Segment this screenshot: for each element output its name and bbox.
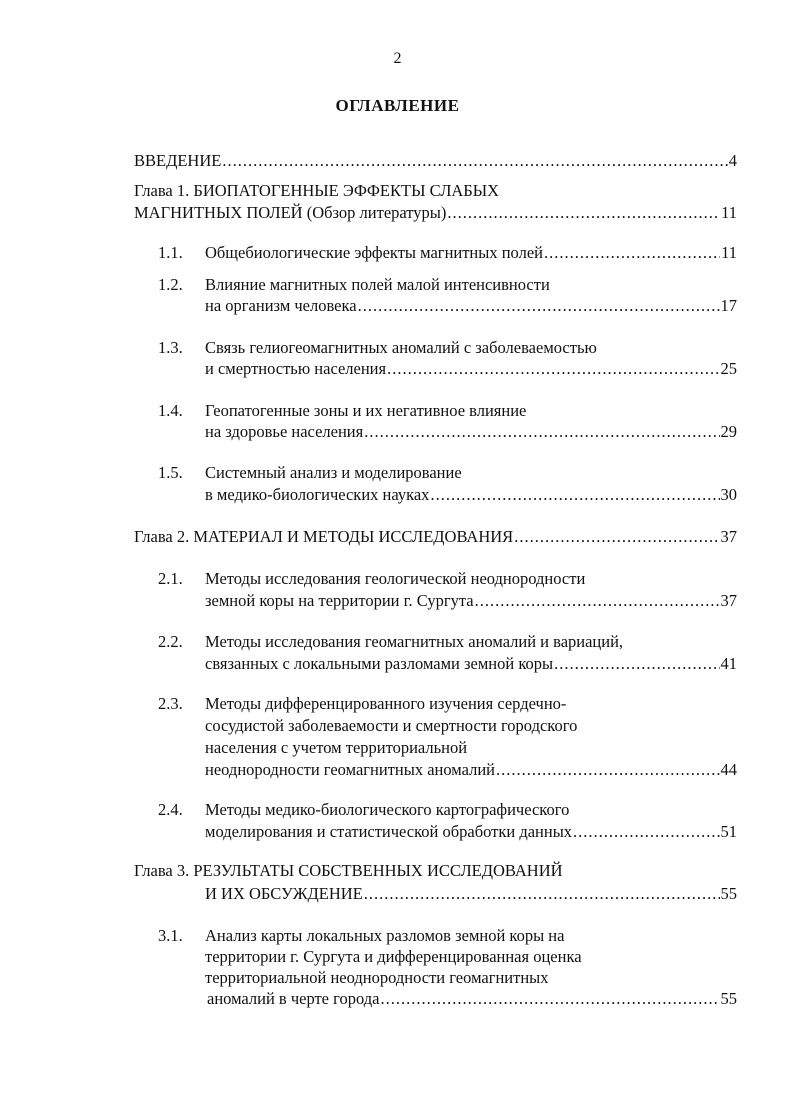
leader-dots [573,822,719,842]
toc-page: 51 [720,822,737,841]
toc-entry-2-3-line2: сосудистой заболеваемости и смертности городского [205,716,578,735]
toc-section-number: 1.4. [158,401,183,420]
toc-page: 44 [720,760,737,779]
toc-entry-text: земной коры на территории г. Сургута [205,591,474,610]
toc-entry-3-1[interactable] [207,989,737,1009]
leader-dots [222,151,727,171]
toc-page: 55 [720,884,737,903]
toc-entry-text: в медико-биологических науках [205,485,430,504]
toc-entry-1-3[interactable] [205,359,737,379]
toc-entry-1-5-line1: Системный анализ и моделирование [205,463,462,482]
toc-section-number: 3.1. [158,926,183,945]
leader-dots [514,527,719,547]
toc-entry-text: МАГНИТНЫХ ПОЛЕЙ (Обзор литературы) [134,203,447,222]
leader-dots [364,884,720,904]
toc-section-number: 2.1. [158,569,183,588]
toc-entry-2-2[interactable] [205,654,737,674]
toc-page: 41 [720,654,737,673]
toc-entry-2-3-line1: Методы дифференцированного изучения сердечно- [205,694,567,713]
leader-dots [447,203,720,223]
toc-entry-1-2-line1: Влияние магнитных полей малой интенсивности [205,275,550,294]
toc-page: 11 [721,203,737,222]
toc-entry-3-1-line1: Анализ карты локальных разломов земной коры на [205,926,565,945]
toc-page: 37 [720,527,737,546]
leader-dots [387,359,719,379]
toc-section-number: 1.1. [158,243,183,262]
toc-entry-text: на организм человека [205,296,357,315]
toc-entry-2-3-line3: населения с учетом территориальной [205,738,468,757]
page-number: 2 [393,50,402,67]
leader-dots [475,591,720,611]
toc-section-number: 2.3. [158,694,183,713]
toc-entry-text: Глава 2. МАТЕРИАЛ И МЕТОДЫ ИССЛЕДОВАНИЯ [134,527,514,546]
toc-section-number: 2.4. [158,800,183,819]
toc-chapter-3-line1: Глава 3. РЕЗУЛЬТАТЫ СОБСТВЕННЫХ ИССЛЕДОВАНИЙ [134,861,563,880]
toc-entry-chapter-1[interactable] [134,203,737,223]
toc-entry-2-4-line1: Методы медико-биологического картографического [205,800,570,819]
toc-page: 4 [728,151,737,170]
toc-entry-text: ВВЕДЕНИЕ [134,151,222,170]
toc-entry-intro[interactable] [134,151,737,171]
toc-entry-1-3-line1: Связь гелиогеомагнитных аномалий с заболеваемостью [205,338,597,357]
toc-page: 29 [720,422,737,441]
toc-entry-text: связанных с локальными разломами земной коры [205,654,554,673]
toc-entry-text: И ИХ ОБСУЖДЕНИЕ [205,884,363,903]
leader-dots [430,485,719,505]
leader-dots [358,296,720,316]
toc-section-number: 1.5. [158,463,183,482]
toc-page: 11 [721,243,737,262]
toc-section-number: 1.3. [158,338,183,357]
toc-entry-2-4[interactable] [205,822,737,842]
toc-entry-2-3[interactable] [205,760,737,780]
toc-entry-1-4[interactable] [205,422,737,442]
leader-dots [381,989,720,1009]
toc-section-number: 1.2. [158,275,183,294]
leader-dots [496,760,720,780]
toc-entry-2-1[interactable] [205,591,737,611]
toc-page: 37 [720,591,737,610]
toc-page: 30 [720,485,737,504]
toc-entry-text: Общебиологические эффекты магнитных полей [205,243,543,262]
toc-entry-text: на здоровье населения [205,422,364,441]
toc-entry-1-2[interactable] [205,296,737,316]
page-title: ОГЛАВЛЕНИЕ [335,96,460,115]
toc-page: 17 [720,296,737,315]
toc-section-number: 2.2. [158,632,183,651]
toc-entry-1-5[interactable] [205,485,737,505]
toc-page: 55 [720,989,737,1008]
toc-entry-2-2-line1: Методы исследования геомагнитных аномалий и вариаций, [205,632,624,651]
toc-entry-text: и смертностью населения [205,359,387,378]
toc-entry-text: аномалий в черте города [207,989,380,1008]
leader-dots [364,422,719,442]
leader-dots [544,243,720,263]
toc-entry-1-4-line1: Геопатогенные зоны и их негативное влияние [205,401,527,420]
toc-entry-3-1-line3: территориальной неоднородности геомагнитных [205,968,549,987]
leader-dots [554,654,719,674]
toc-entry-3-1-line2: территории г. Сургута и дифференцированная оценка [205,947,582,966]
toc-entry-2-1-line1: Методы исследования геологической неоднородности [205,569,586,588]
toc-entry-chapter-2[interactable] [134,527,737,547]
toc-entry-chapter-3[interactable] [205,884,737,904]
toc-entry-text: моделирования и статистической обработки данных [205,822,573,841]
toc-page: 25 [720,359,737,378]
toc-entry-1-1[interactable] [205,243,737,263]
toc-entry-text: неоднородности геомагнитных аномалий [205,760,495,779]
toc-chapter-1-line1: Глава 1. БИОПАТОГЕННЫЕ ЭФФЕКТЫ СЛАБЫХ [134,181,500,200]
